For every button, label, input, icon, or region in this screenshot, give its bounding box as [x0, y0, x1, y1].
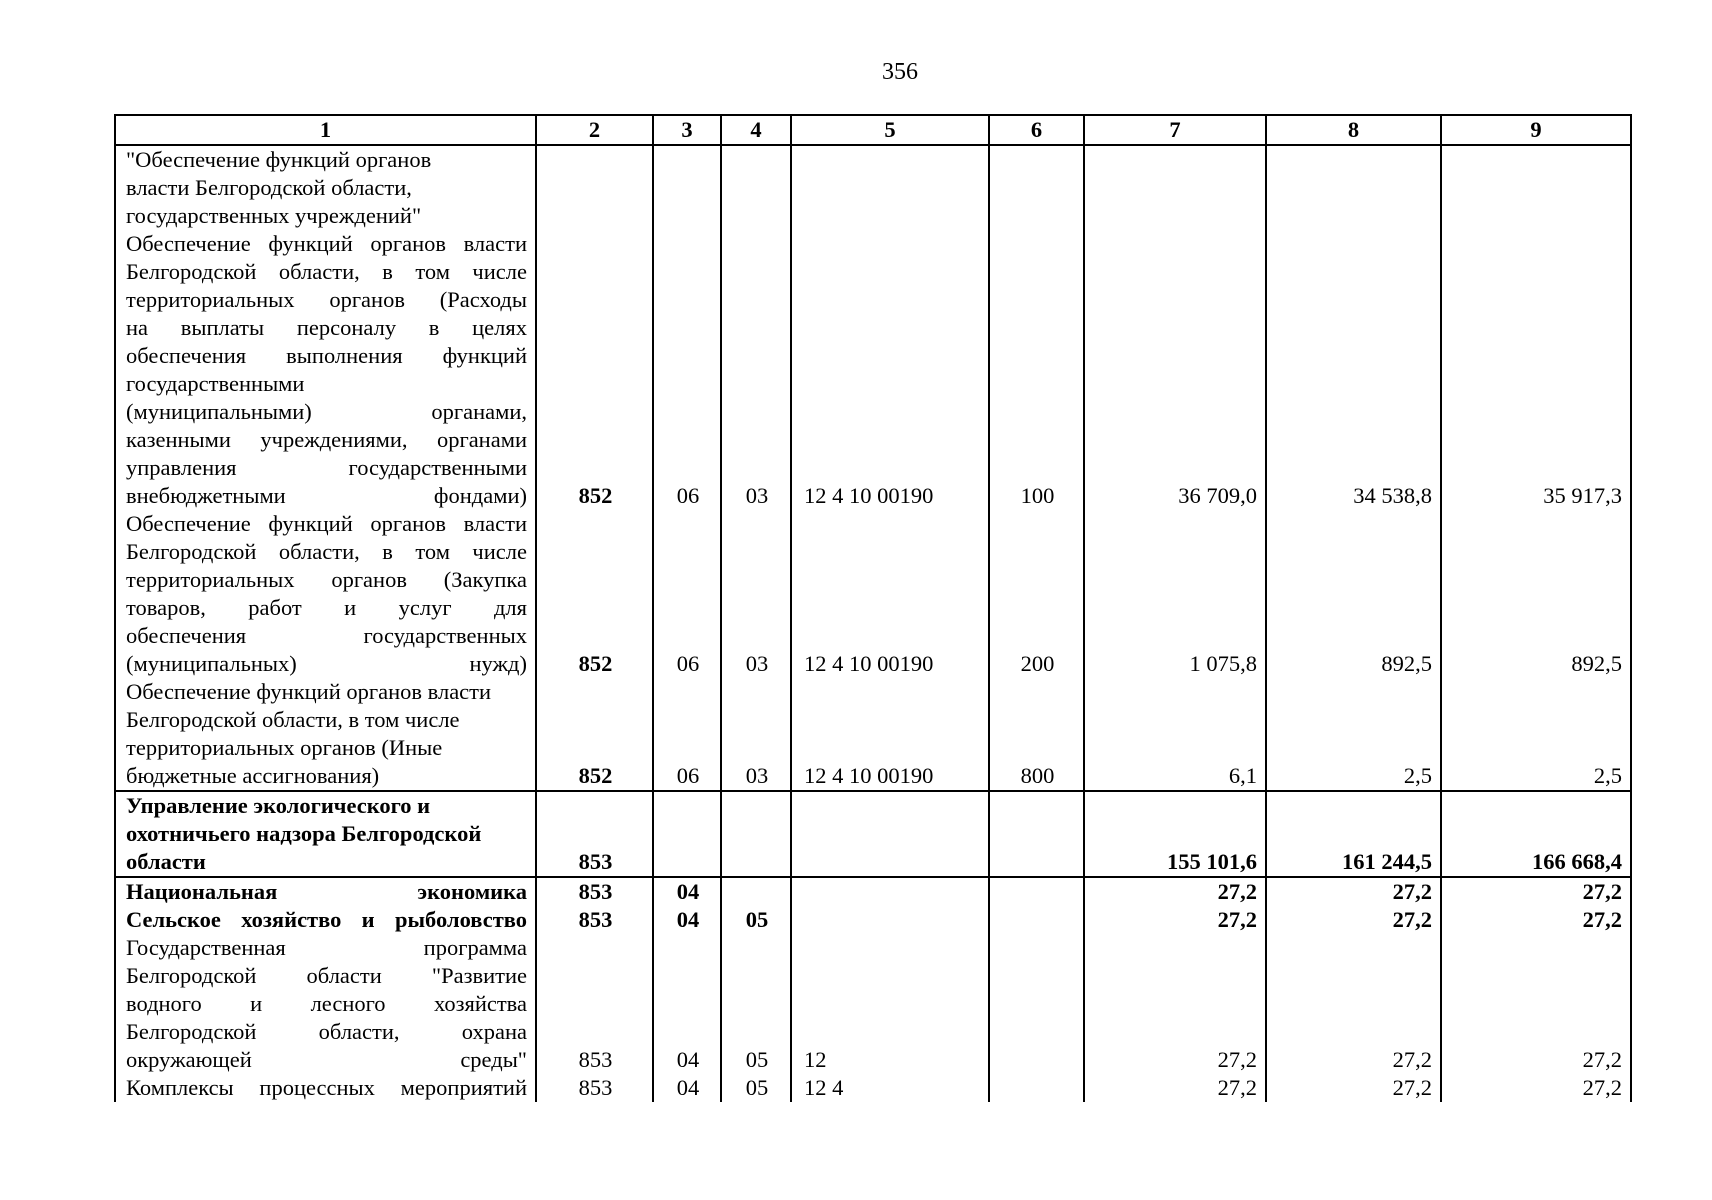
row-name [115, 906, 536, 934]
row-name-line: территориальных органов (Расходы [126, 287, 527, 312]
target-article-code: 12 [791, 934, 989, 1074]
row-name-line: государственными [126, 371, 305, 396]
subsection-code: 05 [721, 1074, 791, 1102]
row-name [115, 230, 536, 510]
section-code: 04 [653, 877, 721, 906]
amount-year-2 [1266, 145, 1441, 230]
expense-type-code: 200 [989, 510, 1084, 678]
amount-year-1: 6,1 [1084, 678, 1266, 791]
row-name-line: окружающей среды" [126, 1047, 527, 1072]
row-name-line: Государственная программа [126, 935, 527, 960]
row-name-line: (муниципальными) органами, [126, 399, 527, 424]
amount-year-3: 2,5 [1441, 678, 1631, 791]
expense-type-code [989, 934, 1084, 1074]
amount-year-2: 34 538,8 [1266, 230, 1441, 510]
section-code: 04 [653, 906, 721, 934]
subsection-code [721, 877, 791, 906]
section-code: 06 [653, 230, 721, 510]
ved-code: 853 [536, 1074, 653, 1102]
column-header: 7 [1084, 115, 1266, 145]
row-name [115, 678, 536, 791]
column-header: 3 [653, 115, 721, 145]
section-code: 06 [653, 510, 721, 678]
amount-year-3: 27,2 [1441, 906, 1631, 934]
row-name-line: государственных учреждений" [126, 203, 422, 228]
ved-code: 853 [536, 934, 653, 1074]
row-name-line: управления государственными [126, 455, 527, 480]
row-name [115, 510, 536, 678]
amount-year-1: 27,2 [1084, 1074, 1266, 1102]
ved-code: 852 [536, 510, 653, 678]
subsection-code: 05 [721, 934, 791, 1074]
table-row [115, 934, 1631, 1074]
table-row [115, 791, 1631, 877]
row-name-line: охотничьего надзора Белгородской [126, 821, 482, 846]
target-article-code: 12 4 10 00190 [791, 678, 989, 791]
row-name-line: Белгородской области, в том числе [126, 259, 527, 284]
row-name [115, 1074, 536, 1102]
subsection-code [721, 791, 791, 877]
amount-year-2: 2,5 [1266, 678, 1441, 791]
ved-code: 852 [536, 678, 653, 791]
amount-year-3 [1441, 145, 1631, 230]
expense-type-code: 100 [989, 230, 1084, 510]
target-article-code [791, 791, 989, 877]
target-article-code: 12 4 10 00190 [791, 230, 989, 510]
section-code [653, 145, 721, 230]
amount-year-3: 27,2 [1441, 1074, 1631, 1102]
target-article-code [791, 877, 989, 906]
column-header: 4 [721, 115, 791, 145]
row-name-line: Управление экологического и [126, 793, 431, 818]
ved-code: 853 [536, 791, 653, 877]
row-name-line: внебюджетными фондами) [126, 483, 527, 508]
section-code [653, 791, 721, 877]
amount-year-3: 27,2 [1441, 877, 1631, 906]
amount-year-2: 27,2 [1266, 877, 1441, 906]
amount-year-1: 27,2 [1084, 934, 1266, 1074]
section-code: 04 [653, 934, 721, 1074]
column-header: 2 [536, 115, 653, 145]
row-name-line: Белгородской области, в том числе [126, 707, 460, 732]
section-code: 06 [653, 678, 721, 791]
subsection-code: 03 [721, 678, 791, 791]
expense-type-code: 800 [989, 678, 1084, 791]
ved-code [536, 145, 653, 230]
expense-type-code [989, 791, 1084, 877]
amount-year-1: 155 101,6 [1084, 791, 1266, 877]
amount-year-1: 1 075,8 [1084, 510, 1266, 678]
row-name-line: Комплексы процессных мероприятий [126, 1075, 527, 1100]
amount-year-2: 892,5 [1266, 510, 1441, 678]
subsection-code: 03 [721, 230, 791, 510]
row-name [115, 934, 536, 1074]
row-name-line: "Обеспечение функций органов [126, 147, 432, 172]
table-row [115, 510, 1631, 678]
table-body [115, 145, 1631, 1102]
row-name-line: Национальная экономика [126, 879, 527, 904]
row-name-line: Обеспечение функций органов власти [126, 231, 527, 256]
amount-year-3: 35 917,3 [1441, 230, 1631, 510]
row-name-line: на выплаты персоналу в целях [126, 315, 527, 340]
amount-year-1 [1084, 145, 1266, 230]
amount-year-3: 166 668,4 [1441, 791, 1631, 877]
row-name-line: Белгородской области, в том числе [126, 539, 527, 564]
table-row [115, 678, 1631, 791]
amount-year-1: 36 709,0 [1084, 230, 1266, 510]
row-name-line: власти Белгородской области, [126, 175, 412, 200]
expense-type-code [989, 877, 1084, 906]
header-row [115, 115, 1631, 145]
column-header: 6 [989, 115, 1084, 145]
row-name-line: Обеспечение функций органов власти [126, 679, 492, 704]
expense-type-code [989, 1074, 1084, 1102]
row-name-line: обеспечения государственных [126, 623, 527, 648]
table-row [115, 230, 1631, 510]
row-name-line: области [126, 849, 206, 874]
row-name-line: Белгородской области "Развитие [126, 963, 527, 988]
target-article-code: 12 4 10 00190 [791, 510, 989, 678]
subsection-code [721, 145, 791, 230]
row-name-line: товаров, работ и услуг для [126, 595, 527, 620]
column-header: 8 [1266, 115, 1441, 145]
column-header: 9 [1441, 115, 1631, 145]
amount-year-2: 27,2 [1266, 934, 1441, 1074]
expense-type-code [989, 145, 1084, 230]
row-name [115, 145, 536, 230]
row-name-line: Белгородской области, охрана [126, 1019, 527, 1044]
target-article-code [791, 145, 989, 230]
row-name-line: (муниципальных) нужд) [126, 651, 527, 676]
row-name-line: водного и лесного хозяйства [126, 991, 527, 1016]
amount-year-3: 892,5 [1441, 510, 1631, 678]
amount-year-1: 27,2 [1084, 877, 1266, 906]
row-name-line: Обеспечение функций органов власти [126, 511, 527, 536]
row-name-line: обеспечения выполнения функций [126, 343, 527, 368]
amount-year-1: 27,2 [1084, 906, 1266, 934]
column-header: 5 [791, 115, 989, 145]
table-row [115, 145, 1631, 230]
table-row [115, 906, 1631, 934]
ved-code: 853 [536, 877, 653, 906]
target-article-code [791, 906, 989, 934]
row-name-line: бюджетные ассигнования) [126, 763, 380, 788]
amount-year-2: 27,2 [1266, 1074, 1441, 1102]
subsection-code: 03 [721, 510, 791, 678]
ved-code: 853 [536, 906, 653, 934]
budget-table [114, 114, 1632, 1102]
table-row [115, 877, 1631, 906]
amount-year-2: 161 244,5 [1266, 791, 1441, 877]
amount-year-3: 27,2 [1441, 934, 1631, 1074]
section-code: 04 [653, 1074, 721, 1102]
row-name-line: Сельское хозяйство и рыболовство [126, 907, 527, 932]
page-number: 356 [882, 59, 918, 85]
column-header: 1 [115, 115, 536, 145]
row-name-line: территориальных органов (Закупка [126, 567, 527, 592]
row-name-line: территориальных органов (Иные [126, 735, 443, 760]
row-name-line: казенными учреждениями, органами [126, 427, 527, 452]
expense-type-code [989, 906, 1084, 934]
subsection-code: 05 [721, 906, 791, 934]
row-name [115, 877, 536, 906]
table-row [115, 1074, 1631, 1102]
target-article-code: 12 4 [791, 1074, 989, 1102]
ved-code: 852 [536, 230, 653, 510]
amount-year-2: 27,2 [1266, 906, 1441, 934]
row-name [115, 791, 536, 877]
